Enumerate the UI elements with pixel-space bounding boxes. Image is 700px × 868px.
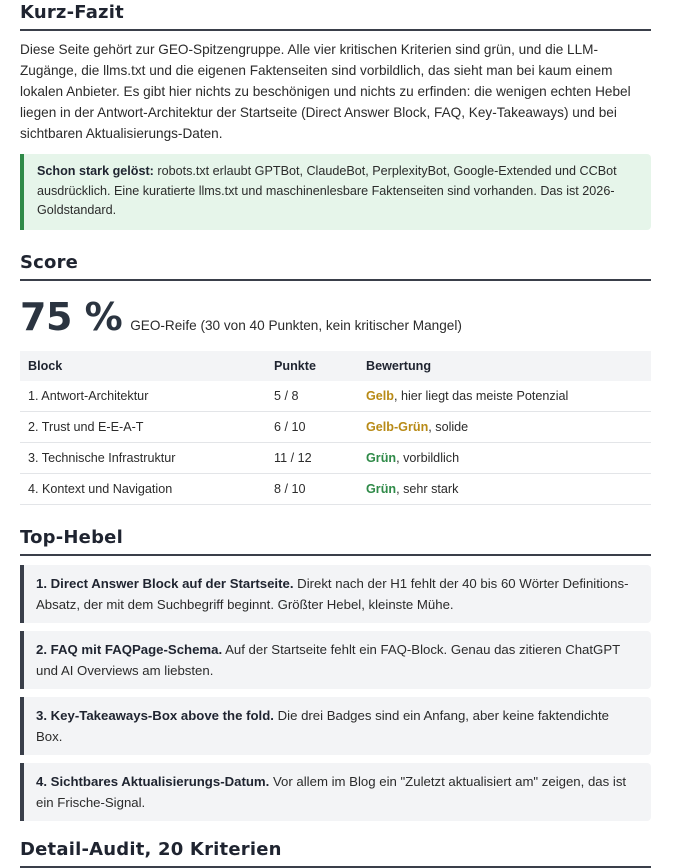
score-summary bbox=[20, 295, 651, 339]
row-block: 3. Technische Infrastruktur bbox=[20, 442, 266, 473]
hebel-title: 4. Sichtbares Aktualisierungs-Datum. bbox=[36, 773, 270, 789]
column-header-block: Block bbox=[20, 351, 266, 381]
article-content bbox=[20, 0, 651, 868]
rating-label: Gelb-Grün bbox=[366, 419, 429, 434]
hebel-text: Auf der Startseite fehlt ein FAQ-Block. Genau das zitieren ChatGPT und AI Overviews am liebsten. bbox=[36, 641, 620, 678]
column-header-rating: Bewertung bbox=[358, 351, 651, 381]
callout-text: robots.txt erlaubt GPTBot, ClaudeBot, PerplexityBot, Google-Extended und CCBot ausdrücklich. Eine kuratierte llms.txt und maschinenlesbare Faktenseiten sind vorhanden. Das ist 2026-Goldstandard. bbox=[37, 164, 617, 217]
hebel-item bbox=[20, 763, 651, 821]
row-rating bbox=[358, 381, 651, 412]
rating-label: Grün bbox=[366, 481, 397, 496]
hebel-text: Vor allem im Blog ein "Zuletzt aktualisiert am" zeigen, das ist ein Frische-Signal. bbox=[36, 773, 627, 810]
row-rating bbox=[358, 411, 651, 442]
table-row bbox=[20, 381, 651, 412]
hebel-text: Die drei Badges sind ein Anfang, aber keine faktendichte Box. bbox=[36, 707, 609, 744]
rating-note: , vorbildlich bbox=[396, 450, 460, 465]
column-header-points: Punkte bbox=[266, 351, 358, 381]
hebel-text: Direkt nach der H1 fehlt der 40 bis 60 Wörter Definitions-Absatz, der mit dem Suchbegriff beginnt. Größter Hebel, kleinste Mühe. bbox=[36, 575, 629, 612]
score-table bbox=[20, 351, 651, 505]
table-row bbox=[20, 473, 651, 504]
section-summary bbox=[20, 0, 651, 230]
summary-heading: Kurz-Fazit bbox=[20, 2, 651, 31]
row-block: 1. Antwort-Architektur bbox=[20, 381, 266, 412]
hebel-item bbox=[20, 697, 651, 755]
section-top-hebel bbox=[20, 527, 651, 821]
top-hebel-heading: Top-Hebel bbox=[20, 527, 651, 556]
detail-audit-heading: Detail-Audit, 20 Kriterien bbox=[20, 839, 651, 868]
strength-callout bbox=[20, 154, 651, 230]
row-rating bbox=[358, 473, 651, 504]
table-row bbox=[20, 411, 651, 442]
rating-note: , solide bbox=[428, 419, 469, 434]
row-rating bbox=[358, 442, 651, 473]
hebel-title: 1. Direct Answer Block auf der Startseite. bbox=[36, 575, 294, 591]
rating-note: , sehr stark bbox=[396, 481, 459, 496]
rating-label: Gelb bbox=[366, 388, 394, 403]
score-heading: Score bbox=[20, 252, 651, 281]
hebel-title: 3. Key-Takeaways-Box above the fold. bbox=[36, 707, 274, 723]
row-points: 5 / 8 bbox=[266, 381, 358, 412]
rating-label: Grün bbox=[366, 450, 397, 465]
row-points: 6 / 10 bbox=[266, 411, 358, 442]
rating-note: , hier liegt das meiste Potenzial bbox=[394, 388, 569, 403]
table-header-row bbox=[20, 351, 651, 381]
score-value: 75 % bbox=[20, 294, 123, 339]
callout-label: Schon stark gelöst: bbox=[37, 164, 154, 178]
row-points: 8 / 10 bbox=[266, 473, 358, 504]
row-points: 11 / 12 bbox=[266, 442, 358, 473]
row-block: 2. Trust und E-E-A-T bbox=[20, 411, 266, 442]
section-score bbox=[20, 252, 651, 505]
summary-paragraph: Diese Seite gehört zur GEO-Spitzengruppe. Alle vier kritischen Kriterien sind grün, und die LLM-Zugänge, die llms.txt und die eigenen Faktenseiten sind vorbildlich, das sieht man bei kaum einem lokalen Anbieter. Es gibt hier nichts zu beschönigen und nichts zu erfinden: die wenigen echten Hebel liegen in der Antwort-Architektur der Startseite (Direct Answer Block, FAQ, Key-Takeaways) und bei sichtbaren Aktualisierungs-Daten. bbox=[20, 42, 631, 141]
row-block: 4. Kontext und Navigation bbox=[20, 473, 266, 504]
section-detail-audit bbox=[20, 839, 651, 868]
hebel-list bbox=[20, 565, 651, 821]
hebel-item bbox=[20, 565, 651, 623]
table-row bbox=[20, 442, 651, 473]
score-description: GEO-Reife (30 von 40 Punkten, kein kritischer Mangel) bbox=[130, 317, 462, 333]
hebel-title: 2. FAQ mit FAQPage-Schema. bbox=[36, 641, 223, 657]
hebel-item bbox=[20, 631, 651, 689]
